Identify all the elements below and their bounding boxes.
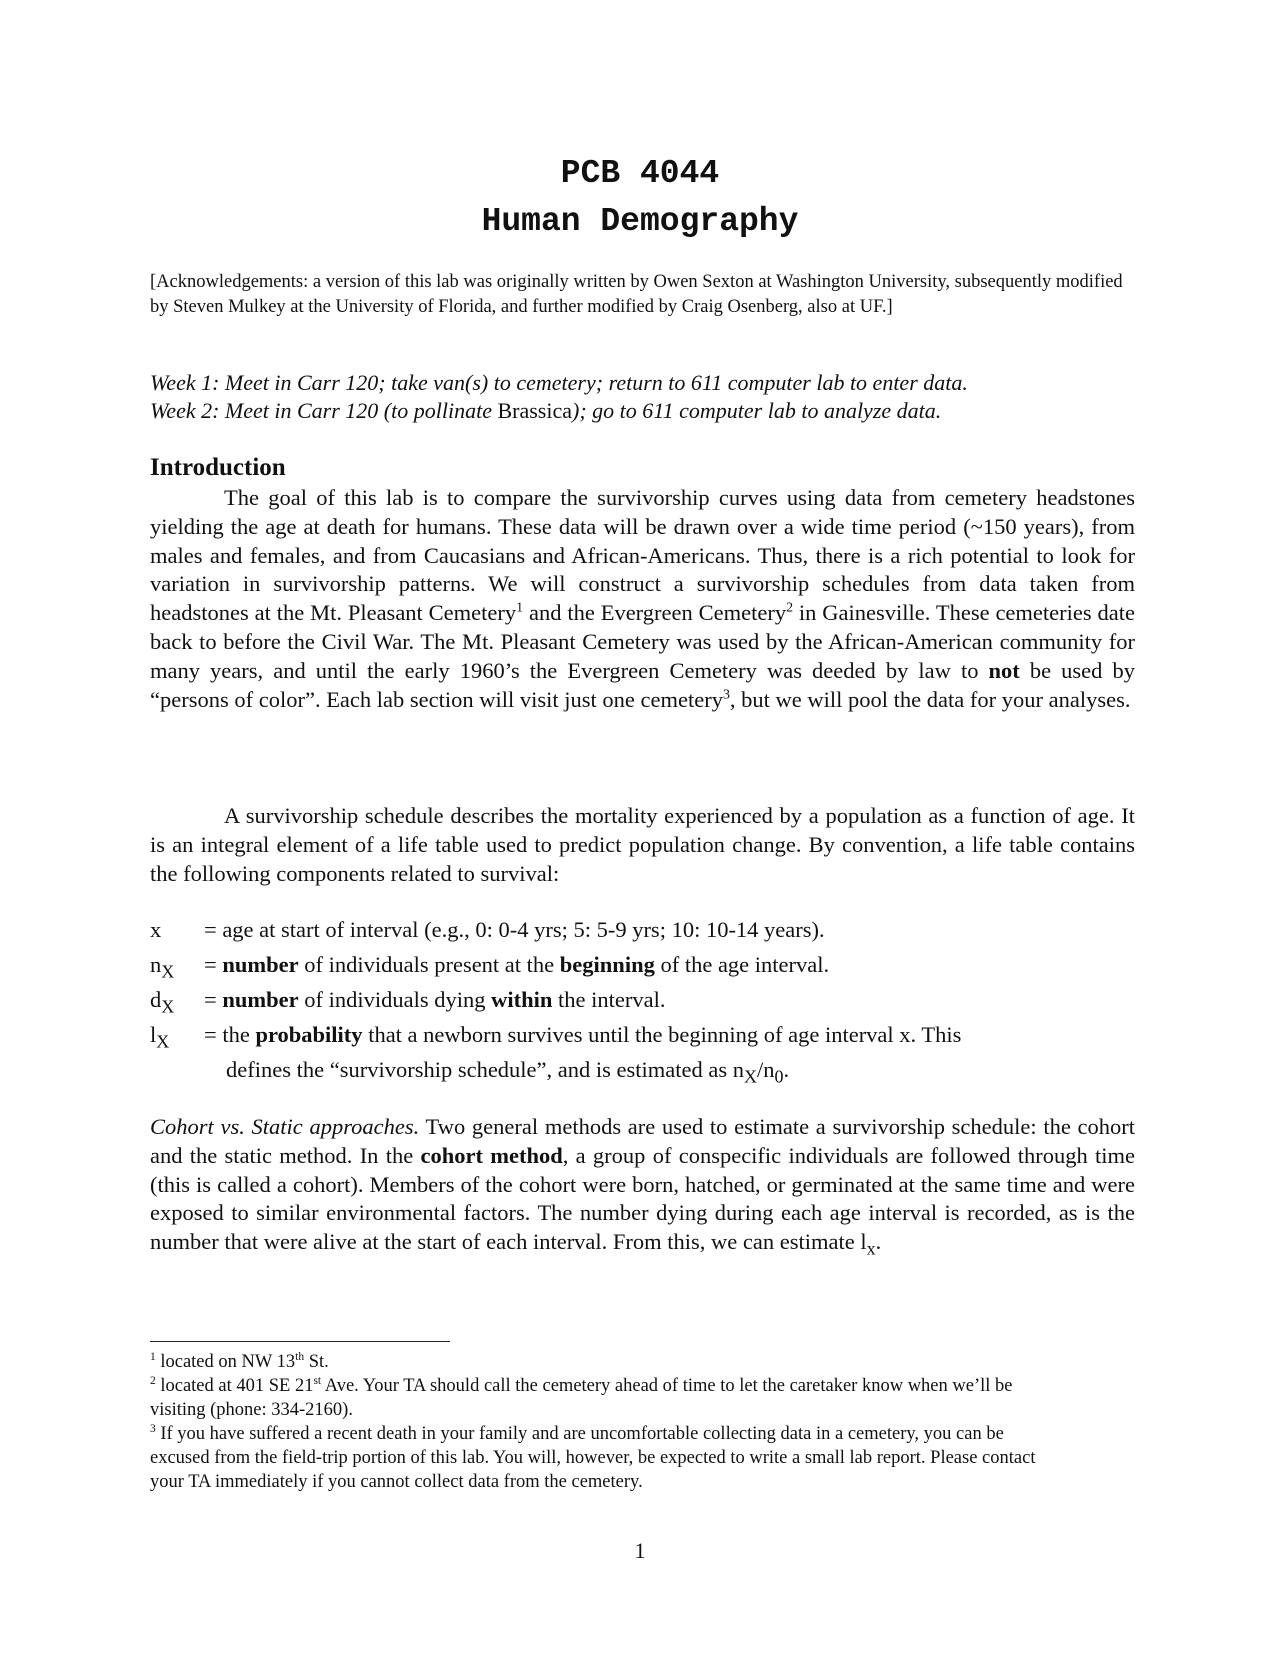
definition-lx-continuation bbox=[226, 1057, 1126, 1087]
brassica-term: Brassica bbox=[497, 398, 572, 423]
cohort-method-bold: cohort method bbox=[420, 1142, 563, 1168]
footnote-2-text-b: Ave. Your TA should call the cemetery ahead of time to let the caretaker know when we’ll be visiting (phone: 334-2160). bbox=[150, 1376, 1013, 1420]
lx-cont-a: defines the “survivorship schedule”, and is estimated as n bbox=[226, 1057, 744, 1082]
footnote-1-sup: th bbox=[295, 1350, 305, 1363]
course-code-title: PCB 4044 bbox=[560, 155, 720, 192]
week1-schedule: Week 1: Meet in Carr 120; take van(s) to cemetery; return to 611 computer lab to enter data. bbox=[150, 370, 968, 395]
cohort-text-c: . bbox=[875, 1229, 882, 1255]
week2-text-start: Week 2: Meet in Carr 120 (to pollinate bbox=[150, 398, 498, 423]
lx-cont-c: . bbox=[783, 1057, 790, 1082]
definition-lx-text bbox=[204, 1022, 1104, 1048]
footnote-ref-3: 3 bbox=[722, 687, 730, 703]
footnote-1 bbox=[150, 1350, 1050, 1374]
lx-post: that a newborn survives until the beginning of age interval x. This bbox=[362, 1022, 962, 1047]
nx-bold-number: number bbox=[222, 952, 299, 977]
lx-pre: = the bbox=[204, 1022, 256, 1047]
cohort-text-b: , a group of conspecific individuals are followed through time (this is called a cohort). Members of the cohort were born, hatched, or germinated at the same time and were exposed to similar environmental factors. The number dying during each age interval is recorded, as is the number that were alive at the start of each interval. From this, we can estimate l bbox=[150, 1142, 1135, 1255]
introduction-heading: Introduction bbox=[150, 454, 286, 481]
intro-p1-text-e: , but we will pool the data for your analyses. bbox=[729, 686, 1131, 712]
footnote-1-text-b: St. bbox=[304, 1352, 329, 1372]
footnote-1-number: 1 bbox=[150, 1350, 156, 1363]
symbol-lx-sub: X bbox=[156, 1031, 170, 1052]
footnote-separator bbox=[150, 1341, 450, 1342]
symbol-x: x bbox=[150, 917, 162, 942]
cohort-text-a: Two general methods are used to estimate a survivorship schedule: the cohort and the static method. In the bbox=[150, 1114, 1135, 1168]
life-table-definitions bbox=[150, 917, 1150, 1094]
cohort-static-paragraph bbox=[150, 1113, 1135, 1257]
definition-lx bbox=[150, 1022, 1150, 1094]
footnote-2-text-a: located at 401 SE 21 bbox=[155, 1376, 314, 1396]
intro-p1-text-c: in Gainesville. These cemeteries date back to before the Civil War. The Mt. Pleasant Cemetery was used by the African-American community for many years, and until the early 1960’s the Evergreen Cemetery was deeded by law to bbox=[150, 600, 1135, 683]
intro-p1-text-a: The goal of this lab is to compare the survivorship curves using data from cemetery headstones yielding the age at death for humans. These data will be drawn over a wide time period (~150 years), from males and females, and from Caucasians and African-Americans. Thus, there is a rich potential to look for variation in survivorship patterns. We will construct a survivorship schedules from data taken from headstones at the Mt. Pleasant Cemetery bbox=[150, 485, 1135, 626]
dx-bold-within: within bbox=[491, 987, 553, 1012]
lx-cont-sub-0: 0 bbox=[774, 1066, 784, 1087]
dx-bold-number: number bbox=[222, 987, 299, 1012]
definition-dx bbox=[150, 987, 1150, 1022]
symbol-lx bbox=[150, 1022, 170, 1052]
introduction-paragraph-2: A survivorship schedule describes the mortality experienced by a population as a function of age. It is an integral element of a life table used to predict population change. By convention, a life table contains the following components related to survival: bbox=[150, 803, 1135, 886]
page-number: 1 bbox=[634, 1538, 646, 1563]
symbol-nx-base: n bbox=[150, 952, 162, 977]
footnote-1-text-a: located on NW 13 bbox=[155, 1352, 296, 1372]
symbol-dx-sub: X bbox=[161, 996, 175, 1017]
nx-mid: of individuals present at the bbox=[298, 952, 560, 977]
definition-nx-text bbox=[204, 952, 1104, 978]
symbol-nx-sub: X bbox=[161, 961, 175, 982]
definition-nx bbox=[150, 952, 1150, 987]
nx-bold-beginning: beginning bbox=[559, 952, 655, 977]
definition-dx-text bbox=[204, 987, 1104, 1013]
footnote-3 bbox=[150, 1422, 1050, 1494]
cohort-static-italic: Cohort vs. Static approaches. bbox=[150, 1114, 420, 1139]
symbol-dx-base: d bbox=[150, 987, 162, 1012]
introduction-paragraph-1 bbox=[150, 484, 1135, 714]
symbol-dx bbox=[150, 987, 175, 1017]
week2-schedule bbox=[150, 397, 1150, 425]
dx-post: the interval. bbox=[552, 987, 666, 1012]
intro-p1-text-b: and the Evergreen Cemetery bbox=[523, 600, 787, 626]
definition-x bbox=[150, 917, 1150, 952]
symbol-lx-base: l bbox=[150, 1022, 157, 1047]
footnote-ref-2: 2 bbox=[786, 600, 794, 616]
lx-cont-sub-x: X bbox=[743, 1066, 757, 1087]
footnotes bbox=[150, 1350, 1050, 1494]
lx-cont-b: /n bbox=[756, 1057, 775, 1082]
intro-p1-text-d: be used by “persons of color”. Each lab section will visit just one cemetery bbox=[150, 657, 1135, 712]
lx-bold-probability: probability bbox=[255, 1022, 363, 1047]
acknowledgement-paragraph: [Acknowledgements: a version of this lab was originally written by Owen Sexton at Washington University, subsequently modified by Steven Mulkey at the University of Florida, and further modified by Craig Osenberg, also at UF.] bbox=[150, 272, 1123, 317]
dx-pre: = bbox=[204, 987, 223, 1012]
lab-title: Human Demography bbox=[481, 203, 799, 240]
symbol-nx bbox=[150, 952, 175, 982]
nx-pre: = bbox=[204, 952, 223, 977]
footnote-3-number: 3 bbox=[150, 1422, 156, 1435]
footnote-2-number: 2 bbox=[150, 1374, 156, 1387]
dx-mid: of individuals dying bbox=[298, 987, 492, 1012]
week2-text-end: ); go to 611 computer lab to analyze data. bbox=[572, 398, 942, 423]
footnote-2-sup: st bbox=[313, 1374, 322, 1387]
definition-x-text: = age at start of interval (e.g., 0: 0-4 yrs; 5: 5-9 yrs; 10: 10-14 years). bbox=[204, 917, 825, 942]
footnote-3-text: If you have suffered a recent death in your family and are uncomfortable collecting data in a cemetery, you can be excused from the field-trip portion of this lab. You will, however, be expected to write a small lab report. Please contact your TA immediately if you cannot collect data from the cemetery. bbox=[150, 1424, 1036, 1492]
footnote-2 bbox=[150, 1374, 1050, 1422]
cohort-sub-x: x bbox=[866, 1238, 876, 1259]
emphasis-not: not bbox=[988, 657, 1020, 683]
nx-post: of the age interval. bbox=[654, 952, 830, 977]
footnote-ref-1: 1 bbox=[516, 600, 524, 616]
